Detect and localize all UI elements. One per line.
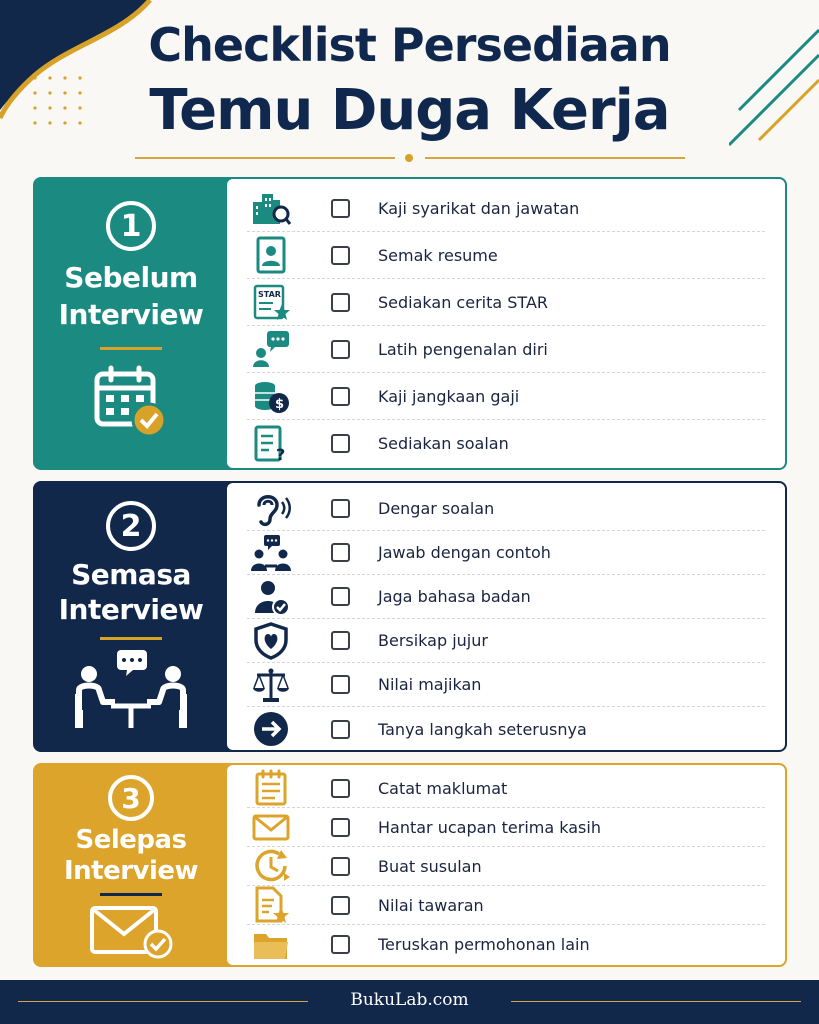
resume-icon xyxy=(247,235,295,275)
notepad-icon xyxy=(247,768,295,808)
item-label: Kaji jangkaan gaji xyxy=(378,386,520,406)
question-list-icon xyxy=(247,424,295,464)
section-header xyxy=(35,179,227,468)
checkbox[interactable] xyxy=(331,543,350,562)
title-divider xyxy=(135,152,685,164)
item-label: Semak resume xyxy=(378,245,498,265)
checkbox[interactable] xyxy=(331,779,350,798)
list-item xyxy=(247,232,765,279)
list-item xyxy=(247,707,765,751)
list-item xyxy=(247,487,765,531)
section-selepas xyxy=(33,763,787,967)
ear-icon xyxy=(247,489,295,529)
checkbox[interactable] xyxy=(331,935,350,954)
list-item xyxy=(247,373,765,420)
item-label: Latih pengenalan diri xyxy=(378,339,548,359)
checkbox[interactable] xyxy=(331,896,350,915)
item-label: Kaji syarikat dan jawatan xyxy=(378,198,580,218)
section-number: 1 xyxy=(106,201,156,251)
star-document-icon xyxy=(247,282,295,322)
checkbox[interactable] xyxy=(331,499,350,518)
item-label: Jaga bahasa badan xyxy=(378,587,531,606)
checkbox[interactable] xyxy=(331,720,350,739)
page-title-line-2: Temu Duga Kerja xyxy=(149,78,670,143)
checkbox[interactable] xyxy=(331,631,350,650)
person-check-icon xyxy=(247,577,295,617)
list-item xyxy=(247,847,765,886)
section-number: 3 xyxy=(108,775,154,821)
interview-table-icon xyxy=(71,648,191,730)
list-item xyxy=(247,769,765,808)
footer xyxy=(0,980,819,1024)
scales-icon xyxy=(247,665,295,705)
list-item xyxy=(247,279,765,326)
page-title-line-1: Checklist Persediaan xyxy=(148,18,671,72)
item-label: Hantar ucapan terima kasih xyxy=(378,817,601,837)
checklist-panel xyxy=(227,483,785,750)
section-sebelum xyxy=(33,177,787,470)
list-item xyxy=(247,925,765,964)
svg-text:?: ? xyxy=(276,444,286,464)
item-label: Teruskan permohonan lain xyxy=(378,935,590,954)
arrow-circle-icon xyxy=(247,709,295,749)
folder-icon xyxy=(247,925,295,965)
section-header xyxy=(35,483,227,750)
checkbox[interactable] xyxy=(331,199,350,218)
section-header xyxy=(35,765,227,965)
item-label: Tanya langkah seterusnya xyxy=(378,719,587,739)
checkbox[interactable] xyxy=(331,675,350,694)
checklist-panel xyxy=(227,765,785,965)
list-item xyxy=(247,886,765,925)
section-name: Semasa Interview xyxy=(58,558,204,626)
document-star-icon xyxy=(247,885,295,925)
section-number: 2 xyxy=(106,501,156,551)
item-label: Nilai tawaran xyxy=(378,895,484,915)
item-label: Nilai majikan xyxy=(378,675,482,694)
shield-heart-icon xyxy=(247,621,295,661)
footer-brand: BukuLab.com xyxy=(350,990,469,1010)
envelope-icon xyxy=(247,807,295,847)
item-label: Sediakan soalan xyxy=(378,434,509,453)
list-item xyxy=(247,185,765,232)
item-label: Bersikap jujur xyxy=(378,631,488,650)
checkbox[interactable] xyxy=(331,246,350,265)
list-item xyxy=(247,663,765,707)
section-semasa xyxy=(33,481,787,752)
checkbox[interactable] xyxy=(331,587,350,606)
item-label: Sediakan cerita STAR xyxy=(378,292,548,312)
checkbox[interactable] xyxy=(331,857,350,876)
item-label: Jawab dengan contoh xyxy=(378,543,551,562)
list-item xyxy=(247,619,765,663)
checkbox[interactable] xyxy=(331,818,350,837)
section-name: Sebelum Interview xyxy=(58,261,204,331)
list-item xyxy=(247,326,765,373)
checklist-panel xyxy=(227,179,785,468)
checkbox[interactable] xyxy=(331,340,350,359)
checkbox[interactable] xyxy=(331,387,350,406)
building-search-icon xyxy=(247,188,295,228)
section-name: Selepas Interview xyxy=(63,825,199,886)
clock-arrow-icon xyxy=(247,846,295,886)
list-item xyxy=(247,808,765,847)
person-speech-icon xyxy=(247,329,295,369)
item-label: Dengar soalan xyxy=(378,499,495,518)
people-speech-icon xyxy=(247,533,295,573)
list-item xyxy=(247,531,765,575)
calendar-check-icon xyxy=(91,362,171,442)
svg-text:STAR: STAR xyxy=(258,290,281,299)
list-item xyxy=(247,575,765,619)
svg-text:$: $ xyxy=(275,397,285,412)
checkbox[interactable] xyxy=(331,434,350,453)
item-label: Buat susulan xyxy=(378,856,482,876)
item-label: Catat maklumat xyxy=(378,778,508,798)
coins-dollar-icon xyxy=(247,376,295,416)
envelope-check-icon xyxy=(86,904,176,960)
list-item xyxy=(247,420,765,467)
checkbox[interactable] xyxy=(331,293,350,312)
